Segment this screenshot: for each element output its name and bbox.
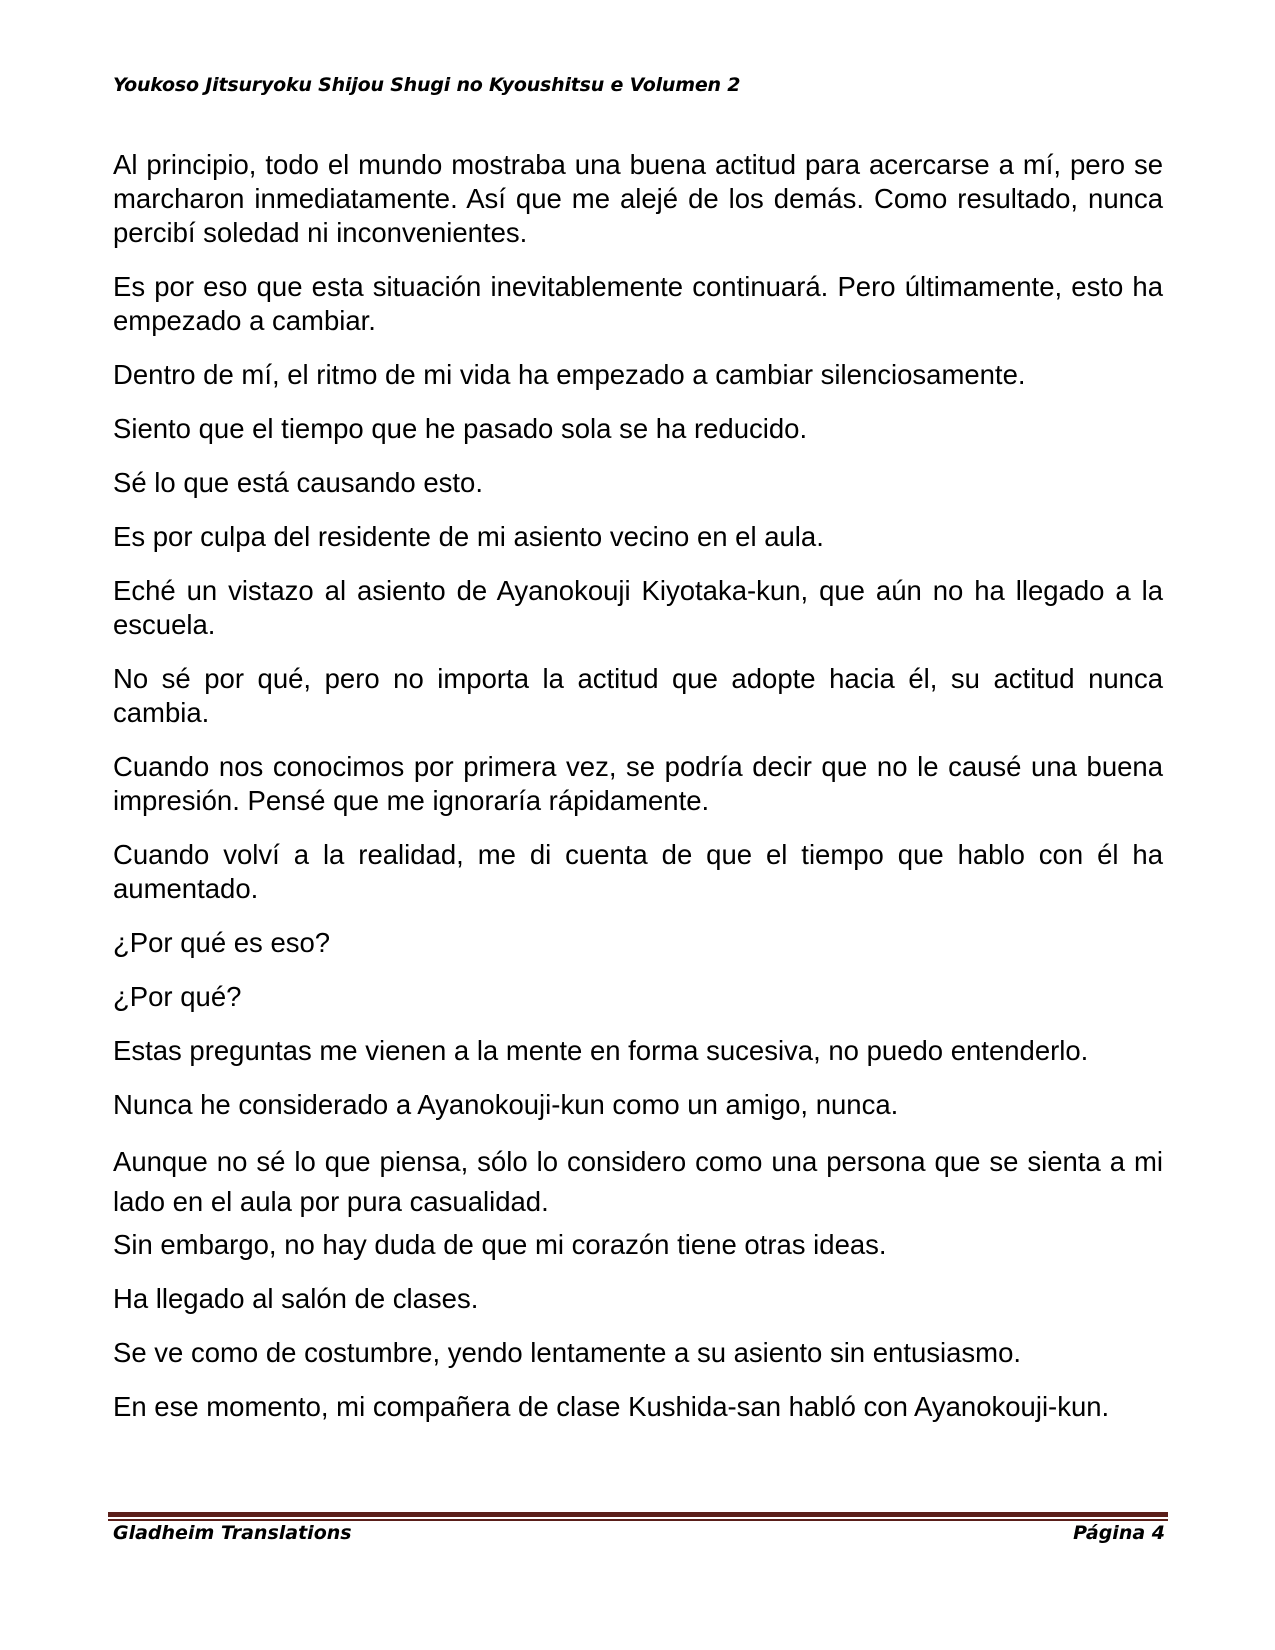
paragraph: Dentro de mí, el ritmo de mi vida ha empezado a cambiar silenciosamente. <box>113 359 1026 390</box>
paragraph: Cuando volví a la realidad, me di cuenta de que el tiempo que hablo con él ha aumentado. <box>113 839 1163 904</box>
paragraph: Siento que el tiempo que he pasado sola se ha reducido. <box>113 413 808 444</box>
paragraph: Ha llegado al salón de clases. <box>113 1283 479 1314</box>
footer-credit: Gladheim Translations <box>113 1522 352 1544</box>
page-number: Página 4 <box>1073 1522 1165 1544</box>
paragraph: Nunca he considerado a Ayanokouji-kun como un amigo, nunca. <box>113 1089 899 1120</box>
paragraph: Sin embargo, no hay duda de que mi corazón tiene otras ideas. <box>113 1229 887 1260</box>
body-text <box>113 148 1163 1444</box>
footer-rule-thick <box>108 1512 1168 1517</box>
paragraph: ¿Por qué es eso? <box>113 927 331 958</box>
paragraph: No sé por qué, pero no importa la actitud que adopte hacia él, su actitud nunca cambia. <box>113 663 1163 728</box>
paragraph: Cuando nos conocimos por primera vez, se podría decir que no le causé una buena impresión. Pensé que me ignoraría rápidamente. <box>113 751 1163 816</box>
footer-rule-thin <box>108 1519 1168 1521</box>
paragraph: Estas preguntas me vienen a la mente en forma sucesiva, no puedo entenderlo. <box>113 1035 1089 1066</box>
paragraph: Al principio, todo el mundo mostraba una buena actitud para acercarse a mí, pero se marcharon inmediatamente. Así que me alejé de los demás. Como resultado, nunca percibí soledad ni inconvenientes. <box>113 149 1163 248</box>
paragraph: Se ve como de costumbre, yendo lentamente a su asiento sin entusiasmo. <box>113 1337 1022 1368</box>
paragraph: En ese momento, mi compañera de clase Kushida-san habló con Ayanokouji-kun. <box>113 1391 1110 1422</box>
paragraph: Aunque no sé lo que piensa, sólo lo considero como una persona que se sienta a mi lado en el aula por pura casualidad. <box>113 1146 1163 1217</box>
paragraph: Sé lo que está causando esto. <box>113 467 483 498</box>
paragraph: Es por culpa del residente de mi asiento vecino en el aula. <box>113 521 824 552</box>
page-header-title: Youkoso Jitsuryoku Shijou Shugi no Kyoushitsu e Volumen 2 <box>113 74 741 96</box>
footer-divider <box>108 1512 1168 1521</box>
paragraph: Eché un vistazo al asiento de Ayanokouji Kiyotaka-kun, que aún no ha llegado a la escuela. <box>113 575 1163 640</box>
paragraph: Es por eso que esta situación inevitablemente continuará. Pero últimamente, esto ha empezado a cambiar. <box>113 271 1163 336</box>
paragraph: ¿Por qué? <box>113 981 242 1012</box>
